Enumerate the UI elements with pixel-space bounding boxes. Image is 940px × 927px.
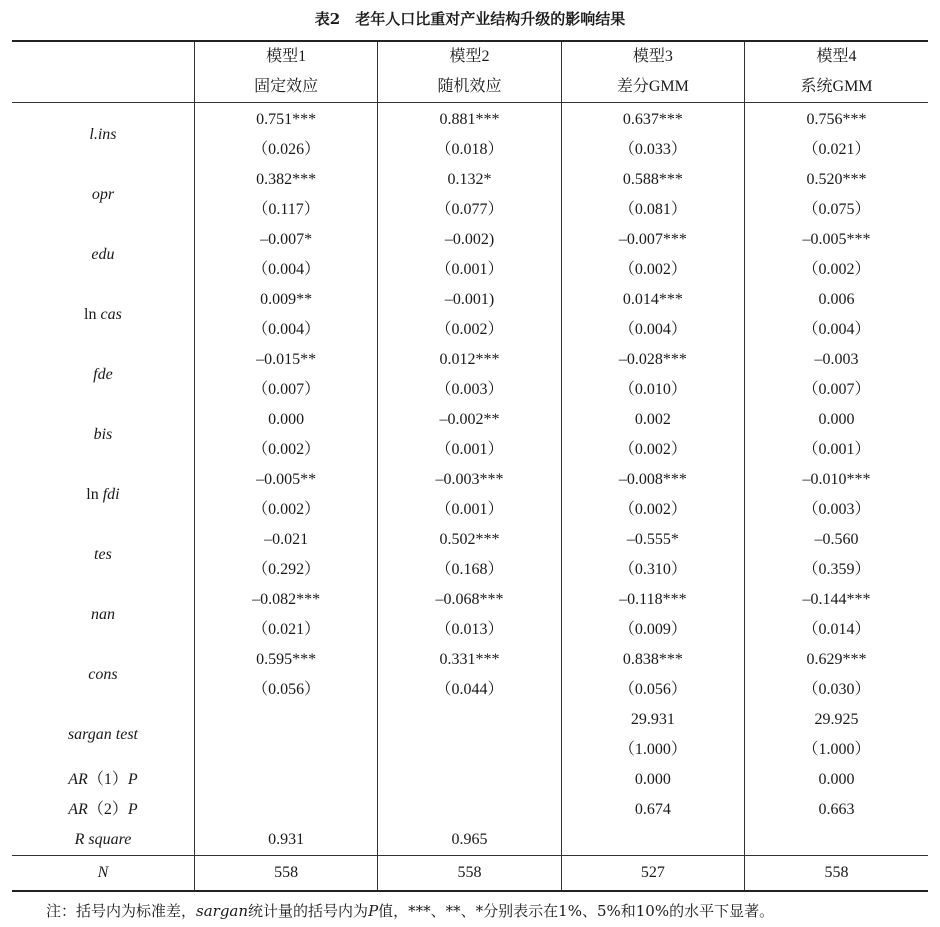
- coefficient-cell: –0.021: [194, 525, 377, 555]
- stat-label: [12, 795, 194, 825]
- coefficient-cell: –0.118***: [561, 585, 744, 615]
- std-error-cell: （0.292）: [194, 555, 377, 585]
- coefficient-cell: –0.068***: [378, 585, 561, 615]
- coefficient-cell: 0.588***: [561, 165, 744, 195]
- variable-name: tes: [94, 546, 112, 563]
- coefficient-cell: [194, 705, 377, 735]
- variable-label: [12, 585, 194, 645]
- coefficient-cell: –0.555*: [561, 525, 744, 555]
- std-error-cell: [194, 735, 377, 765]
- coefficient-cell: 0.012***: [378, 345, 561, 375]
- coefficient-cell: [378, 705, 561, 735]
- std-error-cell: （0.001）: [745, 435, 928, 465]
- variable-name: fdi: [102, 486, 120, 503]
- coefficient-cell: 29.931: [561, 705, 744, 735]
- variable-label: [12, 405, 194, 465]
- coefficient-cell: –0.002): [378, 225, 561, 255]
- std-error-cell: （0.168）: [378, 555, 561, 585]
- table-row: [12, 405, 928, 435]
- std-error-cell: （0.359）: [745, 555, 928, 585]
- stat-row: [12, 825, 928, 856]
- table-row: [12, 705, 928, 735]
- note-prefix: 注：括号内为标准差，: [46, 902, 197, 920]
- std-error-cell: （0.117）: [194, 195, 377, 225]
- table-body: [12, 103, 928, 892]
- std-error-cell: （0.075）: [745, 195, 928, 225]
- std-error-cell: （0.002）: [561, 255, 744, 285]
- coefficient-cell: –0.003: [745, 345, 928, 375]
- variable-label: [12, 165, 194, 225]
- coefficient-cell: 0.132*: [378, 165, 561, 195]
- note-suffix: 值，***、**、*分别表示在1%、5%和10%的水平下显著。: [378, 902, 775, 920]
- stat-value-cell: [745, 825, 928, 856]
- coefficient-cell: –0.005**: [194, 465, 377, 495]
- header-model: 模型1: [194, 41, 377, 72]
- std-error-cell: （0.004）: [561, 315, 744, 345]
- stat-label-c: P: [127, 801, 138, 818]
- coefficient-cell: 0.520***: [745, 165, 928, 195]
- header-corner: [12, 41, 194, 72]
- coefficient-cell: 0.595***: [194, 645, 377, 675]
- stat-row: [12, 795, 928, 825]
- stat-value-cell: 0.931: [194, 825, 377, 856]
- stat-label: [12, 765, 194, 795]
- header-row-models: [12, 41, 928, 72]
- stat-label: [12, 825, 194, 856]
- observations-cell: 558: [378, 856, 561, 892]
- header-corner: [12, 72, 194, 103]
- stat-value-cell: [561, 825, 744, 856]
- coefficient-cell: –0.005***: [745, 225, 928, 255]
- coefficient-cell: 0.331***: [378, 645, 561, 675]
- table-row: [12, 103, 928, 136]
- coefficient-cell: 0.881***: [378, 103, 561, 136]
- std-error-cell: （0.004）: [194, 255, 377, 285]
- std-error-cell: （0.007）: [745, 375, 928, 405]
- coefficient-cell: 0.014***: [561, 285, 744, 315]
- std-error-cell: （0.004）: [194, 315, 377, 345]
- stat-value-cell: [378, 765, 561, 795]
- coefficient-cell: 0.000: [194, 405, 377, 435]
- std-error-cell: （0.021）: [745, 135, 928, 165]
- coefficient-cell: 0.838***: [561, 645, 744, 675]
- note-middle: 统计量的括号内为: [248, 902, 369, 920]
- coefficient-cell: –0.007***: [561, 225, 744, 255]
- variable-label: [12, 465, 194, 525]
- coefficient-cell: –0.144***: [745, 585, 928, 615]
- std-error-cell: （0.004）: [745, 315, 928, 345]
- variable-label: [12, 645, 194, 705]
- std-error-cell: （0.081）: [561, 195, 744, 225]
- stat-label-b: （1）: [87, 771, 128, 788]
- std-error-cell: （0.002）: [561, 495, 744, 525]
- observations-cell: 558: [194, 856, 377, 892]
- variable-label: [12, 345, 194, 405]
- std-error-cell: （0.077）: [378, 195, 561, 225]
- stat-value-cell: 0.674: [561, 795, 744, 825]
- variable-name: fde: [93, 366, 113, 383]
- variable-prefix: ln: [86, 486, 103, 503]
- header-row-methods: [12, 72, 928, 103]
- coefficient-cell: 0.000: [745, 405, 928, 435]
- coefficient-cell: –0.010***: [745, 465, 928, 495]
- coefficient-cell: –0.560: [745, 525, 928, 555]
- std-error-cell: （0.030）: [745, 675, 928, 705]
- coefficient-cell: –0.003***: [378, 465, 561, 495]
- stat-label-c: P: [127, 771, 138, 788]
- std-error-cell: （0.021）: [194, 615, 377, 645]
- header-method: 差分GMM: [561, 72, 744, 103]
- regression-table: [12, 40, 928, 892]
- coefficient-cell: –0.015**: [194, 345, 377, 375]
- std-error-cell: （0.002）: [378, 315, 561, 345]
- stat-value-cell: [378, 795, 561, 825]
- std-error-cell: （0.310）: [561, 555, 744, 585]
- coefficient-cell: 0.502***: [378, 525, 561, 555]
- header-model: 模型4: [745, 41, 928, 72]
- table-caption: 表2 老年人口比重对产业结构升级的影响结果: [314, 10, 626, 28]
- variable-label: [12, 225, 194, 285]
- note-sargan: sargan: [196, 902, 249, 920]
- std-error-cell: （0.002）: [561, 435, 744, 465]
- stat-label-a: AR: [68, 771, 88, 788]
- variable-prefix: ln: [84, 306, 101, 323]
- std-error-cell: （0.003）: [378, 375, 561, 405]
- std-error-cell: （0.010）: [561, 375, 744, 405]
- header-model: 模型3: [561, 41, 744, 72]
- stat-value-cell: 0.000: [745, 765, 928, 795]
- coefficient-cell: 0.382***: [194, 165, 377, 195]
- coefficient-cell: –0.082***: [194, 585, 377, 615]
- coefficient-cell: –0.001): [378, 285, 561, 315]
- observations-row: [12, 856, 928, 892]
- variable-name: edu: [91, 246, 115, 263]
- table-row: [12, 645, 928, 675]
- variable-name: opr: [91, 186, 115, 203]
- std-error-cell: （0.056）: [561, 675, 744, 705]
- observations-cell: 527: [561, 856, 744, 892]
- table-row: [12, 465, 928, 495]
- coefficient-cell: 0.756***: [745, 103, 928, 136]
- table-row: [12, 165, 928, 195]
- stat-row: [12, 765, 928, 795]
- std-error-cell: （0.056）: [194, 675, 377, 705]
- std-error-cell: （1.000）: [745, 735, 928, 765]
- observations-cell: 558: [745, 856, 928, 892]
- note-p: P: [368, 902, 379, 920]
- stat-value-cell: 0.965: [378, 825, 561, 856]
- table-row: [12, 525, 928, 555]
- coefficient-cell: 0.006: [745, 285, 928, 315]
- std-error-cell: [378, 735, 561, 765]
- variable-name: cons: [88, 666, 118, 683]
- table-row: [12, 585, 928, 615]
- header-model: 模型2: [378, 41, 561, 72]
- std-error-cell: （0.001）: [378, 435, 561, 465]
- std-error-cell: （0.009）: [561, 615, 744, 645]
- variable-label: [12, 705, 194, 765]
- std-error-cell: （0.014）: [745, 615, 928, 645]
- std-error-cell: （0.033）: [561, 135, 744, 165]
- coefficient-cell: 0.002: [561, 405, 744, 435]
- std-error-cell: （0.001）: [378, 495, 561, 525]
- stat-label-a: AR: [68, 801, 88, 818]
- coefficient-cell: 0.629***: [745, 645, 928, 675]
- std-error-cell: （0.018）: [378, 135, 561, 165]
- std-error-cell: （0.001）: [378, 255, 561, 285]
- coefficient-cell: 29.925: [745, 705, 928, 735]
- std-error-cell: （0.013）: [378, 615, 561, 645]
- header-method: 随机效应: [378, 72, 561, 103]
- coefficient-cell: –0.002**: [378, 405, 561, 435]
- std-error-cell: （0.007）: [194, 375, 377, 405]
- variable-label: [12, 285, 194, 345]
- std-error-cell: （0.044）: [378, 675, 561, 705]
- stat-value-cell: 0.000: [561, 765, 744, 795]
- table-row: [12, 225, 928, 255]
- variable-name: cas: [100, 306, 122, 323]
- coefficient-cell: 0.009**: [194, 285, 377, 315]
- variable-label: [12, 103, 194, 166]
- variable-name: l.ins: [89, 126, 117, 143]
- coefficient-cell: –0.007*: [194, 225, 377, 255]
- std-error-cell: （0.026）: [194, 135, 377, 165]
- std-error-cell: （0.002）: [194, 435, 377, 465]
- header-method: 系统GMM: [745, 72, 928, 103]
- stat-label-b: （2）: [87, 801, 128, 818]
- stat-value-cell: 0.663: [745, 795, 928, 825]
- std-error-cell: （0.002）: [194, 495, 377, 525]
- table-row: [12, 345, 928, 375]
- coefficient-cell: 0.637***: [561, 103, 744, 136]
- std-error-cell: （0.002）: [745, 255, 928, 285]
- stat-value-cell: [194, 765, 377, 795]
- coefficient-cell: –0.008***: [561, 465, 744, 495]
- coefficient-cell: –0.028***: [561, 345, 744, 375]
- stat-value-cell: [194, 795, 377, 825]
- std-error-cell: （0.003）: [745, 495, 928, 525]
- variable-name: sargan test: [67, 726, 138, 743]
- std-error-cell: （1.000）: [561, 735, 744, 765]
- variable-name: bis: [93, 426, 113, 443]
- coefficient-cell: 0.751***: [194, 103, 377, 136]
- variable-name: nan: [90, 606, 115, 623]
- table-note: [46, 898, 926, 924]
- variable-label: [12, 525, 194, 585]
- stat-label-a: R square: [74, 831, 132, 848]
- header-method: 固定效应: [194, 72, 377, 103]
- table-row: [12, 285, 928, 315]
- observations-label: N: [12, 856, 194, 892]
